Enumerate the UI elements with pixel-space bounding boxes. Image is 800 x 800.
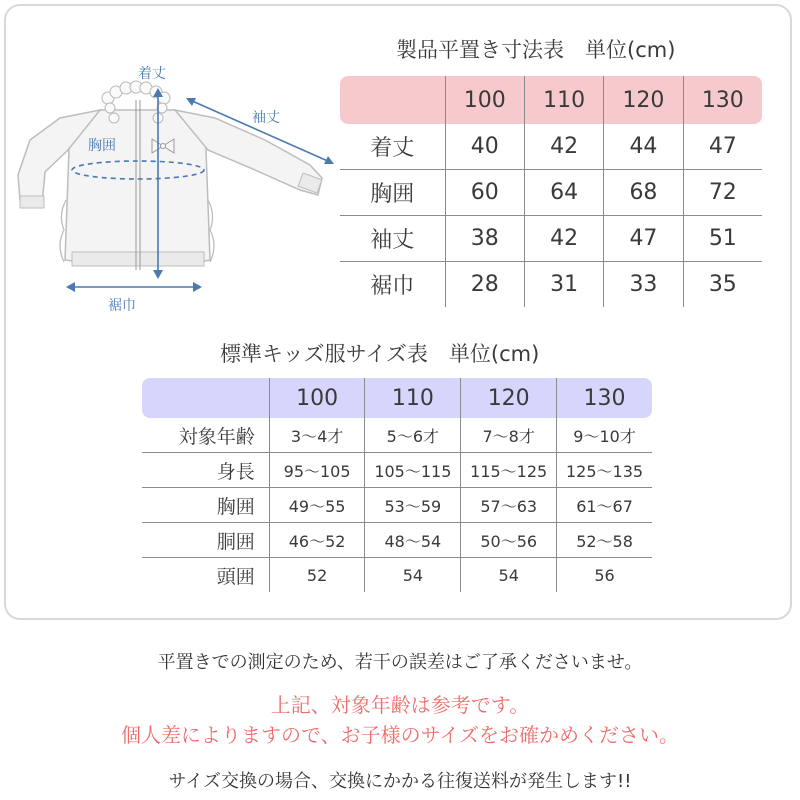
row-label: 裾巾 [370, 274, 415, 299]
sleeve-label: 袖丈 [252, 110, 280, 126]
row-label: 袖丈 [340, 216, 445, 262]
jacket-hem-rib [72, 252, 204, 266]
size-header: 100 [269, 378, 365, 418]
table-row [142, 453, 652, 488]
jacket-illustration [0, 0, 340, 320]
table-cell: 72 [683, 170, 762, 216]
warning-line-2: 個人差によりますので、お子様のサイズをお確かめください。 [121, 723, 679, 747]
hem-label: 裾巾 [108, 298, 136, 314]
standard-table-title: 標準キッズ服サイズ表 単位(cm) [220, 342, 540, 366]
table-row [340, 216, 762, 262]
measurement-note: 平置きでの測定のため、若干の誤差はご了承くださいませ。 [157, 652, 643, 673]
table-cell: 57〜63 [461, 488, 557, 523]
table-cell: 53〜59 [365, 488, 461, 523]
table-cell: 3〜4才 [269, 418, 365, 453]
size-header: 120 [604, 76, 683, 124]
row-label: 頭囲 [216, 565, 255, 588]
size-header: 100 [445, 76, 524, 124]
size-header: 130 [557, 378, 652, 418]
standard-table-header [142, 378, 652, 418]
table-cell: 28 [445, 262, 524, 308]
table-cell: 49〜55 [269, 488, 365, 523]
table-cell: 50〜56 [461, 523, 557, 558]
table-cell: 56 [557, 558, 652, 593]
exchange-note: サイズ交換の場合、交換にかかる往復送料が発生します!! [168, 771, 632, 792]
row-label: 身長 [142, 453, 269, 488]
table-row [340, 170, 762, 216]
table-row [340, 262, 762, 308]
jacket-left-cuff [20, 196, 44, 208]
size-header: 110 [524, 76, 603, 124]
table-cell: 64 [524, 170, 603, 216]
table-cell: 38 [445, 216, 524, 262]
table-cell: 9〜10才 [557, 418, 652, 453]
standard-size-table [142, 378, 652, 592]
table-cell: 35 [683, 262, 762, 308]
length-label: 着丈 [138, 66, 166, 82]
table-cell: 31 [524, 262, 603, 308]
table-cell: 7〜8才 [461, 418, 557, 453]
table-cell: 105〜115 [365, 453, 461, 488]
row-label: 胸囲 [340, 170, 445, 216]
table-cell: 47 [683, 124, 762, 170]
table-cell: 40 [445, 124, 524, 170]
table-cell: 52 [269, 558, 365, 593]
table-cell: 42 [524, 216, 603, 262]
table-cell: 60 [445, 170, 524, 216]
table-cell: 61〜67 [557, 488, 652, 523]
product-size-table [340, 76, 762, 307]
warning-line-1: 上記、対象年齢は参考です。 [270, 693, 530, 717]
table-cell: 42 [524, 124, 603, 170]
jacket-body [65, 110, 210, 262]
product-table-header [340, 76, 762, 124]
table-cell: 33 [604, 262, 683, 308]
table-cell: 51 [683, 216, 762, 262]
size-header: 110 [365, 378, 461, 418]
table-cell: 125〜135 [557, 453, 652, 488]
warning-note [0, 690, 800, 750]
table-cell: 46〜52 [269, 523, 365, 558]
table-row [142, 523, 652, 558]
row-label: 着丈 [340, 124, 445, 170]
table-cell: 54 [461, 558, 557, 593]
table-cell: 95〜105 [269, 453, 365, 488]
table-cell: 48〜54 [365, 523, 461, 558]
product-table-title: 製品平置き寸法表 単位(cm) [396, 38, 676, 62]
table-cell: 54 [365, 558, 461, 593]
table-cell: 115〜125 [461, 453, 557, 488]
table-row [340, 124, 762, 170]
table-row [142, 488, 652, 523]
size-header: 130 [683, 76, 762, 124]
table-row [142, 558, 652, 593]
table-row [142, 418, 652, 453]
row-label: 対象年齢 [142, 418, 269, 453]
table-cell: 44 [604, 124, 683, 170]
table-cell: 52〜58 [557, 523, 652, 558]
chest-label: 胸囲 [88, 138, 116, 154]
size-header: 120 [461, 378, 557, 418]
row-label: 胴囲 [142, 523, 269, 558]
table-cell: 47 [604, 216, 683, 262]
table-cell: 5〜6才 [365, 418, 461, 453]
row-label: 胸囲 [142, 488, 269, 523]
table-cell: 68 [604, 170, 683, 216]
